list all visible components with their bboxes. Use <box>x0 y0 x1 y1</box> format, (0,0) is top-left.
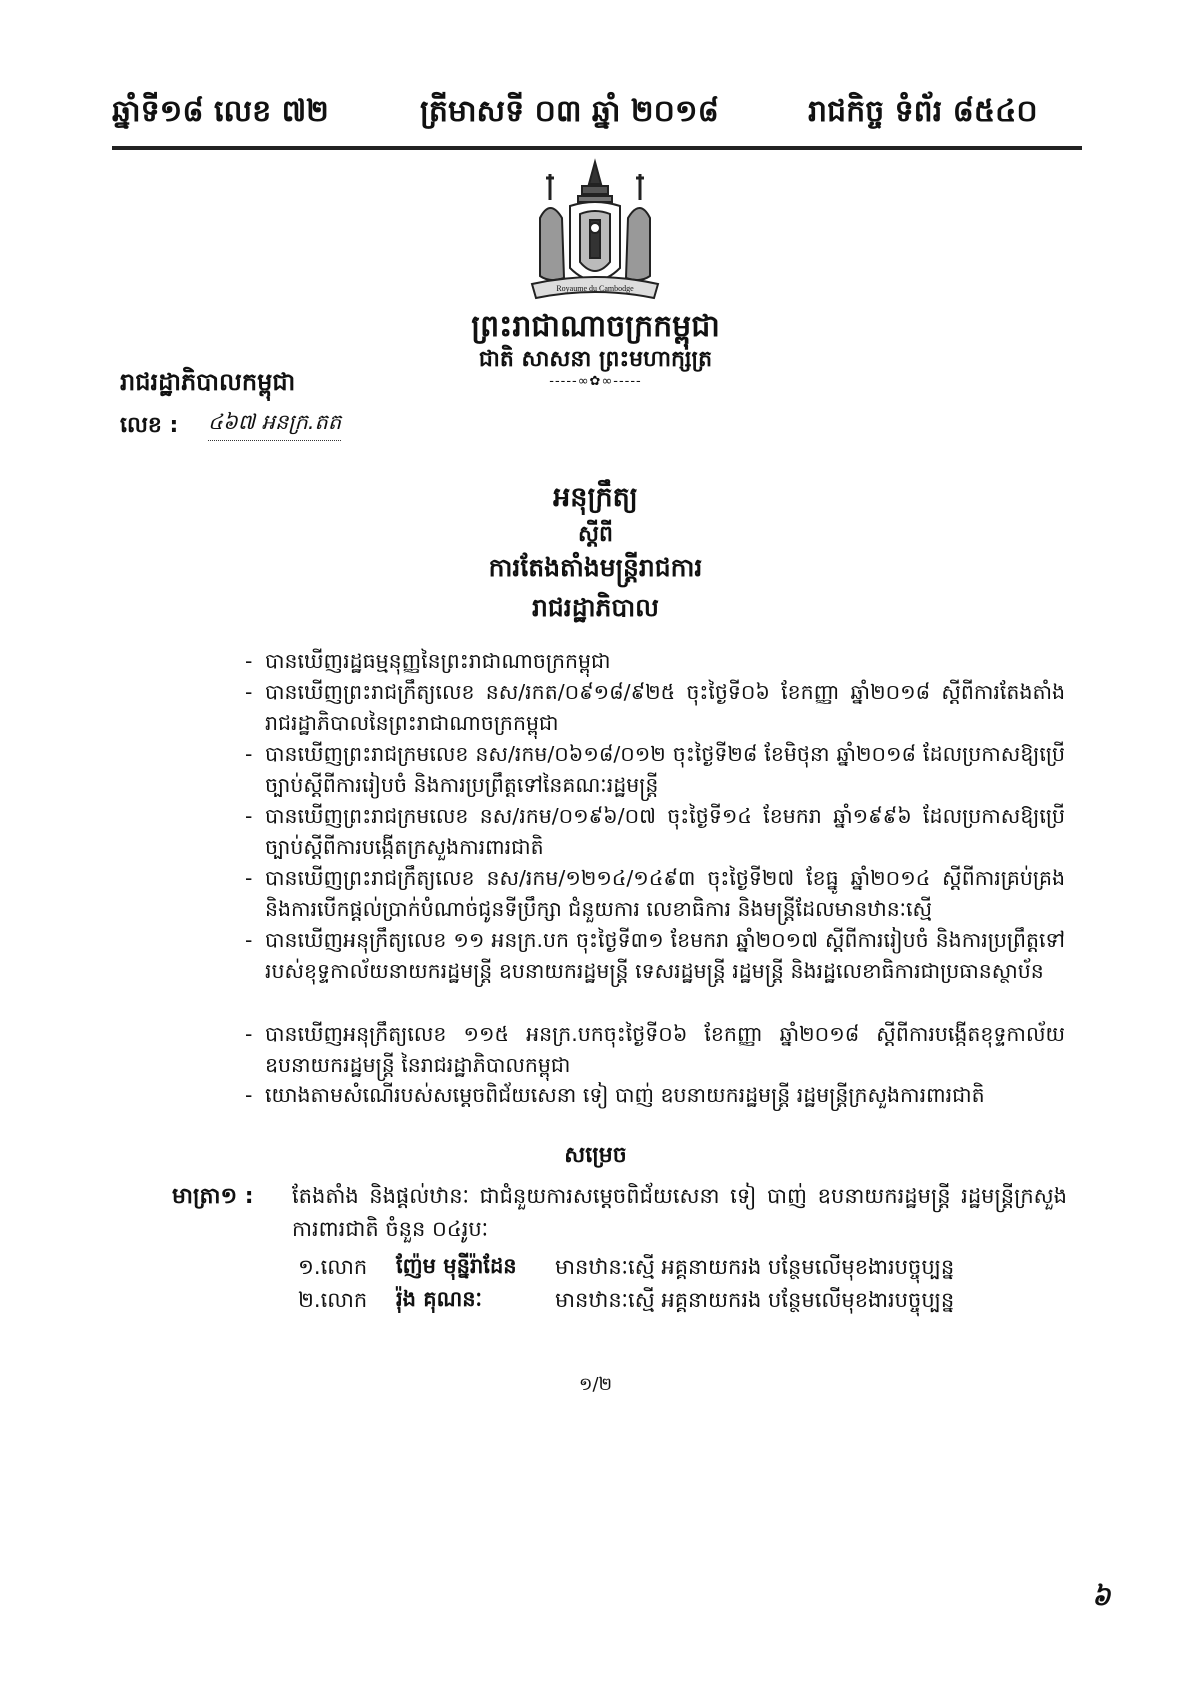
appointee-name: ញ៉ែម មុន្នីរ៉ាដែន <box>396 1254 517 1278</box>
body-heading: រាជរដ្ឋាភិបាល <box>532 593 659 622</box>
preamble-item: - យោងតាមសំណើរបស់សម្តេចពិជ័យសេនា ទៀ បាញ់ ឧបនាយករដ្ឋមន្ត្រី រដ្ឋមន្ត្រីក្រសួងការពារជាតិ <box>245 1083 985 1107</box>
article-1-label: មាត្រា១ : <box>172 1184 254 1209</box>
page-number: ១/២ <box>578 1374 613 1395</box>
royal-coat-of-arms-icon <box>520 158 670 318</box>
appointee-number: ២.លោក <box>298 1288 368 1312</box>
preamble-item: - បានឃើញអនុក្រឹត្យលេខ ១១៥ អនក្រ.បកចុះថ្ងៃទី០៦ ខែកញ្ញា ឆ្នាំ២០១៨ ស្តីពីការបង្កើតខុទ្ទកាល័យឧបនាយករដ្ឋមន្ត្រី នៃរាជរដ្ឋាភិបាលកម្ពុជា <box>245 1022 1065 1077</box>
number-label: លេខ : <box>120 413 179 438</box>
header-rule <box>112 146 1082 150</box>
margin-mark: ៦ <box>1092 1582 1111 1612</box>
ornament-divider: -----∞✿∞----- <box>549 374 642 389</box>
subject: ការតែងតាំងមន្ត្រីរាជការ <box>488 553 703 582</box>
document-type: អនុក្រឹត្យ <box>553 482 638 513</box>
appointee-name: រ៉ុង គុណនៈ <box>396 1287 483 1311</box>
appointee-rank: មានឋានៈស្មើ អគ្គនាយករង បន្ថែមលើមុខងារបច្ចុប្បន្ន <box>555 1288 955 1312</box>
preamble-item: - បានឃើញអនុក្រឹត្យលេខ ១១ អនក្រ.បក ចុះថ្ងៃទី៣១ ខែមករា ឆ្នាំ២០១៧ ស្តីពីការរៀបចំ និងការប្រព្រឹត្តទៅរបស់ខុទ្ទកាល័យនាយករដ្ឋមន្ត្រី ឧបនាយករដ្ឋមន្ត្រី ទេសរដ្ឋមន្ត្រី រដ្ឋមន្ត្រី និងរដ្ឋលេខាធិការជាប្រធានស្ថាប័ន <box>245 928 1065 983</box>
gazette-page: រាជកិច្ច ទំព័រ ៨៥៤០ <box>808 94 1038 129</box>
regarding: ស្តីពី <box>578 522 613 547</box>
appointee-rank: មានឋានៈស្មើ អគ្គនាយករង បន្ថែមលើមុខងារបច្ចុប្បន្ន <box>555 1255 955 1279</box>
preamble-item: - បានឃើញព្រះរាជក្រឹត្យលេខ នស/រកត/០៩១៨/៩២៥ ចុះថ្ងៃទី០៦ ខែកញ្ញា ឆ្នាំ២០១៨ ស្តីពីការតែងតាំងរាជរដ្ឋាភិបាលនៃព្រះរាជាណាចក្រកម្ពុជា <box>245 680 1065 735</box>
document-number: ៤៦៧ អនក្រ.តត <box>208 409 341 441</box>
kingdom-title: ព្រះរាជាណាចក្រកម្ពុជា <box>471 309 720 344</box>
emblem-ribbon-text: Royaume du Cambodge <box>556 284 634 293</box>
preamble-item: - បានឃើញព្រះរាជក្រឹត្យលេខ នស/រកម/១២១៤/១៤៩៣ ចុះថ្ងៃទី២៧ ខែធ្នូ ឆ្នាំ២០១៤ ស្តីពីការគ្រប់គ្រង និងការបើកផ្តល់ប្រាក់បំណាច់ជូនទីប្រឹក្សា ជំនួយការ លេខាធិការ និងមន្ត្រីដែលមានឋានៈស្មើ <box>245 866 1065 921</box>
national-motto: ជាតិ សាសនា ព្រះមហាក្សត្រ <box>478 347 713 372</box>
issuer: រាជរដ្ឋាភិបាលកម្ពុជា <box>120 368 296 396</box>
preamble-item: - បានឃើញព្រះរាជក្រមលេខ នស/រកម/០១៩៦/០៧ ចុះថ្ងៃទី១៤ ខែមករា ឆ្នាំ១៩៩៦ ដែលប្រកាសឱ្យប្រើច្បាប់ស្តីពីការបង្កើតក្រសួងការពារជាតិ <box>245 804 1065 859</box>
appointee-number: ១.លោក <box>298 1255 368 1279</box>
decision-heading: សម្រេច <box>564 1143 627 1168</box>
preamble-item: - បានឃើញព្រះរាជក្រមលេខ នស/រកម/០៦១៨/០១២ ចុះថ្ងៃទី២៨ ខែមិថុនា ឆ្នាំ២០១៨ ដែលប្រកាសឱ្យប្រើច្បាប់ស្តីពីការរៀបចំ និងការប្រព្រឹត្តទៅនៃគណៈរដ្ឋមន្ត្រី <box>245 742 1065 797</box>
preamble-item: - បានឃើញរដ្ឋធម្មនុញ្ញនៃព្រះរាជាណាចក្រកម្ពុជា <box>245 649 611 673</box>
gazette-quarter: ត្រីមាសទី ០៣ ឆ្នាំ ២០១៨ <box>420 94 719 129</box>
article-1-text: តែងតាំង និងផ្តល់ឋានៈ ជាជំនួយការសម្តេចពិជ័យសេនា ទៀ បាញ់ ឧបនាយករដ្ឋមន្ត្រី រដ្ឋមន្ត្រីក្រសួងការពារជាតិ ចំនួន ០៤រូបៈ <box>292 1184 1067 1241</box>
gazette-year-issue: ឆ្នាំទី១៨ លេខ ៧២ <box>112 94 329 129</box>
